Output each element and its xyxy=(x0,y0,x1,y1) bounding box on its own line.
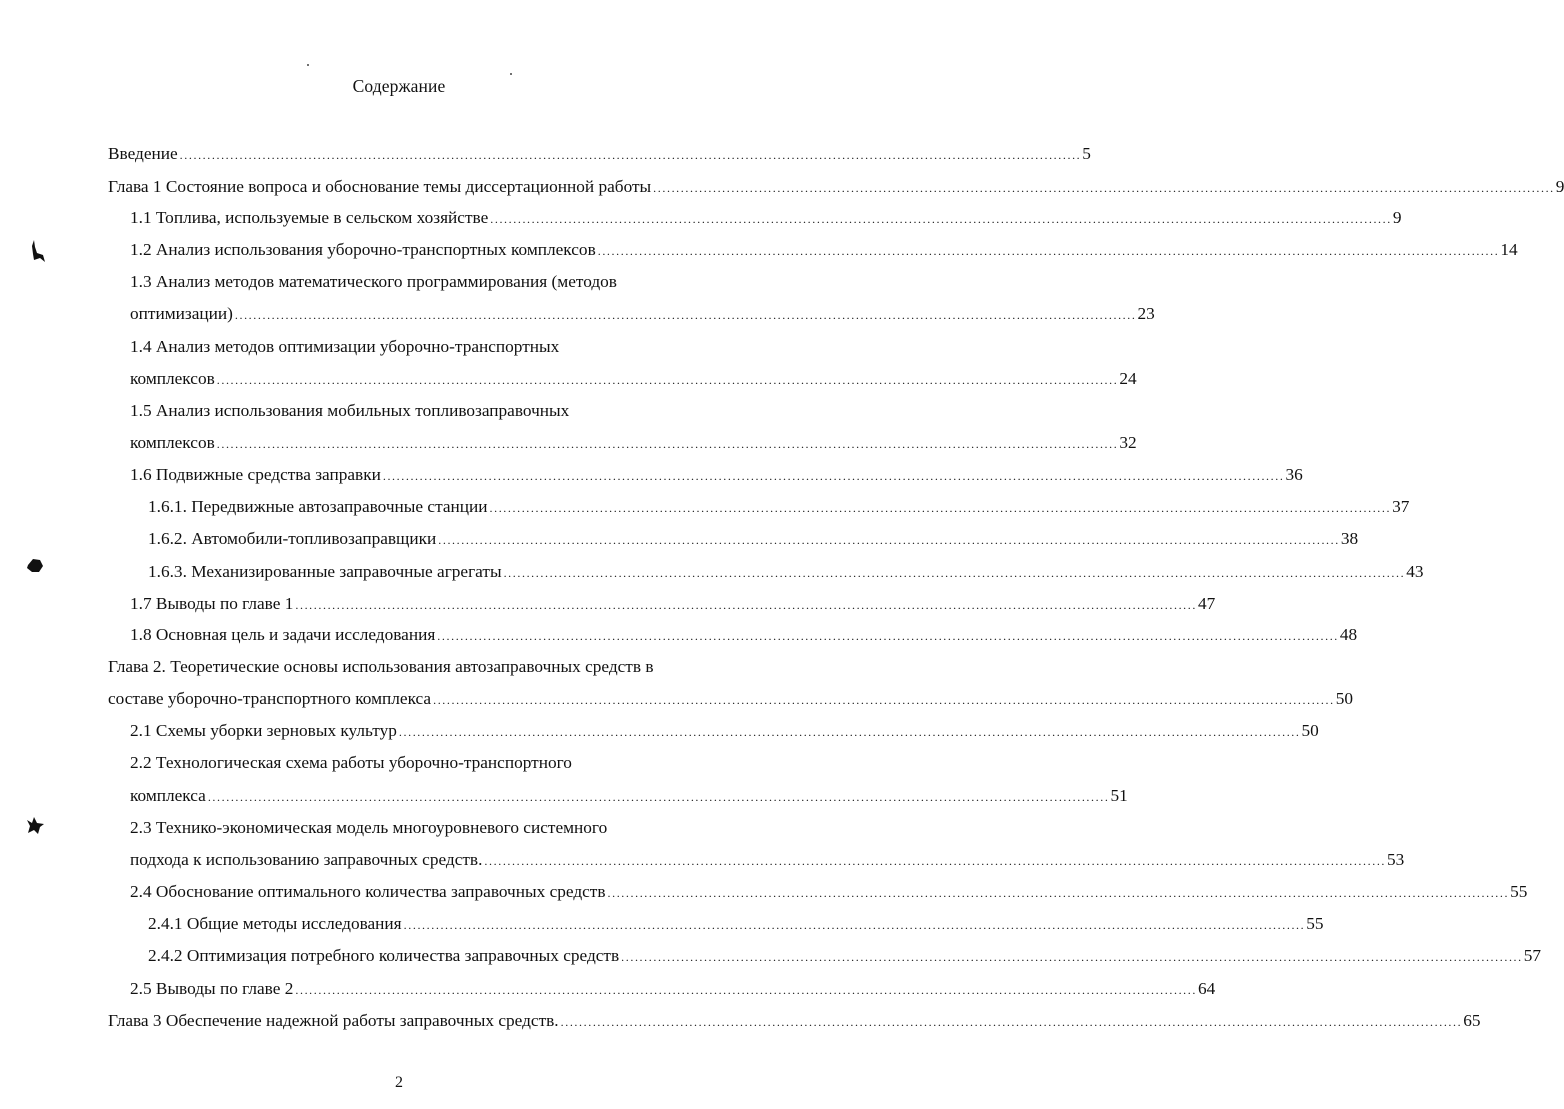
toc-entry[interactable] xyxy=(130,720,1319,743)
toc-entry-page: 47 xyxy=(1197,594,1216,613)
toc-entry-page: 9 xyxy=(1555,177,1564,196)
toc-entry-page: 57 xyxy=(1523,946,1542,965)
toc-entry-page: 55 xyxy=(1306,914,1324,933)
toc-entry-label-first-line[interactable]: 2.3 Технико-экономическая модель многоуровневого системного xyxy=(130,818,608,837)
toc-entry[interactable] xyxy=(148,496,1410,519)
dot-leader: .................................................................................................................................................................................................... xyxy=(433,693,1335,707)
toc-entry-label: 1.8 Основная цель и задачи исследования xyxy=(130,625,436,644)
toc-entry-label: оптимизации) xyxy=(130,304,233,323)
toc-entry-page: 36 xyxy=(1285,465,1303,484)
dot-leader: .................................................................................................................................................................................................... xyxy=(437,629,1339,643)
toc-entry-label: 1.2 Анализ использования уборочно-транспортных комплексов xyxy=(130,240,596,259)
dot-leader: .................................................................................................................................................................................................... xyxy=(484,854,1387,868)
page-number: 2 xyxy=(395,1074,403,1091)
toc-entry-label: 1.6.2. Автомобили-топливозаправщики xyxy=(148,529,437,548)
scan-mark-icon xyxy=(24,814,48,838)
scan-mark-icon xyxy=(28,238,48,268)
toc-entry-label: комплекса xyxy=(130,786,206,805)
toc-entry-label: комплексов xyxy=(130,369,215,388)
dot-leader: .................................................................................................................................................................................................... xyxy=(382,469,1285,483)
scan-speck-icon xyxy=(305,62,311,68)
scan-speck-icon xyxy=(508,71,514,77)
toc-entry-page: 48 xyxy=(1339,625,1358,644)
toc-entry-page: 32 xyxy=(1119,433,1137,452)
dot-leader: .................................................................................................................................................................................................... xyxy=(560,1015,1463,1029)
toc-entry-label: Глава 3 Обеспечение надежной работы заправочных средств. xyxy=(108,1011,559,1030)
dot-leader: .................................................................................................................................................................................................... xyxy=(398,725,1301,739)
dot-leader: .................................................................................................................................................................................................... xyxy=(207,790,1110,804)
toc-entry-label-first-line[interactable]: 2.2 Технологическая схема работы уборочно-транспортного xyxy=(130,753,572,772)
dot-leader: .................................................................................................................................................................................................... xyxy=(607,886,1510,900)
toc-entry-label: 2.4.2 Оптимизация потребного количества заправочных средств xyxy=(148,946,620,965)
dot-leader: .................................................................................................................................................................................................... xyxy=(653,181,1555,195)
toc-entry-label: 1.1 Топлива, используемые в сельском хозяйстве xyxy=(130,208,489,227)
toc-entry-label: 1.6.3. Механизированные заправочные агрегаты xyxy=(148,562,502,581)
dot-leader: .................................................................................................................................................................................................... xyxy=(438,533,1340,547)
dot-leader: .................................................................................................................................................................................................... xyxy=(234,308,1137,322)
toc-entry[interactable] xyxy=(130,978,1216,1001)
toc-entry-label-first-line[interactable]: Глава 2. Теоретические основы использования автозаправочных средств в xyxy=(108,657,654,676)
dot-leader: .................................................................................................................................................................................................... xyxy=(503,566,1406,580)
toc-entry-page: 50 xyxy=(1335,689,1353,708)
toc-entry-label: составе уборочно-транспортного комплекса xyxy=(108,689,432,708)
toc-entry[interactable] xyxy=(130,207,1402,230)
toc-entry-label-first-line[interactable]: 1.5 Анализ использования мобильных топливозаправочных xyxy=(130,401,570,420)
toc-entry-page: 37 xyxy=(1392,497,1410,516)
toc-entry[interactable] xyxy=(148,561,1424,584)
toc-entry-label: 2.5 Выводы по главе 2 xyxy=(130,979,294,998)
toc-entry-page: 23 xyxy=(1137,304,1155,323)
toc-entry-page: 65 xyxy=(1463,1011,1481,1030)
toc-entry-page: 53 xyxy=(1387,850,1405,869)
toc-entry-page: 43 xyxy=(1406,562,1424,581)
dot-leader: .................................................................................................................................................................................................... xyxy=(490,212,1392,226)
toc-entry-label: 1.6 Подвижные средства заправки xyxy=(130,465,381,484)
toc-entry-label: 2.4 Обоснование оптимального количества заправочных средств xyxy=(130,882,606,901)
toc-entry-label: 2.1 Схемы уборки зерновых культур xyxy=(130,721,397,740)
toc-entry[interactable] xyxy=(130,368,1137,391)
toc-entry-label: 1.7 Выводы по главе 1 xyxy=(130,594,294,613)
dot-leader: .................................................................................................................................................................................................... xyxy=(216,437,1119,451)
toc-entry[interactable] xyxy=(130,624,1358,647)
toc-entry[interactable] xyxy=(148,913,1324,936)
toc-entry[interactable] xyxy=(108,176,1564,199)
toc-entry-label-first-line[interactable]: 1.3 Анализ методов математического программирования (методов xyxy=(130,272,617,291)
toc-entry[interactable] xyxy=(108,1010,1481,1033)
toc-entry[interactable] xyxy=(130,464,1303,487)
toc-entry-label-first-line[interactable]: 1.4 Анализ методов оптимизации уборочно-транспортных xyxy=(130,337,560,356)
toc-entry[interactable] xyxy=(148,528,1359,551)
toc-entry[interactable] xyxy=(130,785,1128,808)
dot-leader: .................................................................................................................................................................................................... xyxy=(295,983,1197,997)
dot-leader: .................................................................................................................................................................................................... xyxy=(621,950,1523,964)
toc-entry-label: подхода к использованию заправочных средств. xyxy=(130,850,483,869)
dot-leader: .................................................................................................................................................................................................... xyxy=(403,918,1306,932)
dot-leader: .................................................................................................................................................................................................... xyxy=(295,598,1197,612)
toc-entry[interactable] xyxy=(130,303,1155,326)
dot-leader: .................................................................................................................................................................................................... xyxy=(489,501,1392,515)
toc-entry-page: 51 xyxy=(1110,786,1128,805)
toc-entry-label: Глава 1 Состояние вопроса и обоснование темы диссертационной работы xyxy=(108,177,652,196)
scan-mark-icon xyxy=(24,555,46,577)
toc-entry-page: 24 xyxy=(1119,369,1137,388)
toc-entry[interactable] xyxy=(130,593,1216,616)
toc-entry[interactable] xyxy=(108,688,1353,711)
toc-entry-label: комплексов xyxy=(130,433,215,452)
toc-entry-page: 55 xyxy=(1510,882,1528,901)
toc-entry-page: 9 xyxy=(1392,208,1402,227)
toc-entry-page: 14 xyxy=(1500,240,1518,259)
dot-leader: .................................................................................................................................................................................................... xyxy=(179,148,1082,162)
toc-entry[interactable] xyxy=(108,143,1091,166)
toc-entry-label: 2.4.1 Общие методы исследования xyxy=(148,914,402,933)
toc-entry-page: 64 xyxy=(1197,979,1216,998)
toc-entry-page: 50 xyxy=(1301,721,1319,740)
toc-title: Содержание xyxy=(352,76,446,96)
toc-entry-page: 5 xyxy=(1082,144,1091,163)
toc-entry[interactable] xyxy=(148,945,1542,968)
toc-entry[interactable] xyxy=(130,881,1528,904)
toc-entry-label: 1.6.1. Передвижные автозаправочные станции xyxy=(148,497,488,516)
dot-leader: .................................................................................................................................................................................................... xyxy=(597,244,1500,258)
dot-leader: .................................................................................................................................................................................................... xyxy=(216,373,1119,387)
toc-entry[interactable] xyxy=(130,432,1137,455)
toc-entry[interactable] xyxy=(130,849,1405,872)
toc-entry-label: Введение xyxy=(108,144,178,163)
toc-entry[interactable] xyxy=(130,239,1518,262)
toc-entry-page: 38 xyxy=(1340,529,1359,548)
